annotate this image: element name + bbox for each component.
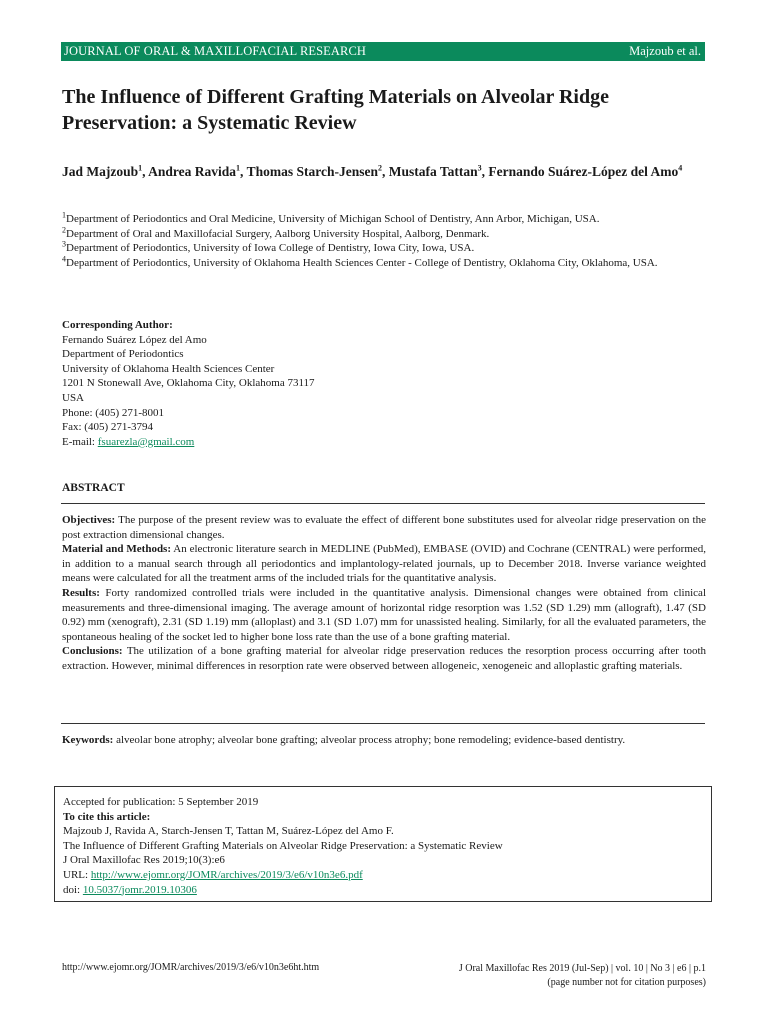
footer-issue: J Oral Maxillofac Res 2019 (Jul-Sep) | vol. 10 | No 3 | e6 | p.1 [458,963,706,974]
footer-note: (page number not for citation purposes) [547,976,706,988]
article-title: The Influence of Different Grafting Materials on Alveolar Ridge Preservation: a Systematic Review [62,86,609,134]
corresponding-fax: Fax: (405) 271-3794 [62,421,154,434]
cite-authors: Majzoub J, Ravida A, Starch-Jensen T, Tattan M, Suárez-López del Amo F. [63,825,394,838]
author-name: Jad Majzoub [62,164,139,179]
affiliation: $^2$Department of Oral and Maxillofacial Surgery, Aalborg University Hospital, Aalborg, Denmark. [62,224,490,240]
pdf-url-link[interactable]: http://www.ejomr.org/JOMR/archives/2019/3/e6/v10n3e6.pdf [90,868,363,881]
cite-url-line: URL: http://www.ejomr.org/JOMR/archives/2019/3/e6/v10n3e6.pdf [63,868,363,881]
abstract-heading: ABSTRACT [62,482,125,494]
corresponding-address: 1201 N Stonewall Ave, Oklahoma City, Oklahoma 73117 [62,377,315,390]
footer-citation [459,962,706,989]
affiliations [62,212,706,270]
abstract-methods: Material and Methods: An electronic literature search in MEDLINE (PubMed), EMBASE (OVID) and Cochrane (CENTRAL) were performed, in addition to a manual search through all periodontics and implantology-related journals, up to December 2018. Inverse variance weighted means were calculated for all the treatment arms of the included trials for the quantitative analysis. [62,543,707,585]
abstract-body [62,513,706,674]
abstract-conclusions: Conclusions: The utilization of a bone grafting material for alveolar ridge preservation reduces the resorption process occurring after tooth extraction. However, minimal differences in resorption rate were observed between allogeneic, xenogeneic and alloplastic grafting materials. [62,645,706,672]
cite-title: The Influence of Different Grafting Materials on Alveolar Ridge Preservation: a Systematic Review [63,839,503,852]
author-name: Andrea Ravida [148,164,237,179]
footer-url: http://www.ejomr.org/JOMR/archives/2019/3/e6/v10n3e6ht.htm [62,962,320,973]
keywords-label: Keywords: [62,734,114,746]
author-list: Jad Majzoub$^1$, Andrea Ravida$^1$, Thomas Starch-Jensen$^2$, Mustafa Tattan$^3$, Fernando Suárez-López del Amo$^4$ [62,163,683,179]
abstract-bottom-rule [61,723,705,724]
cite-journal-ref: J Oral Maxillofac Res 2019;10(3):e6 [63,854,225,867]
keywords [62,733,698,748]
affiliation: $^3$Department of Periodontics, University of Iowa College of Dentistry, Iowa City, Iowa, USA. [62,239,475,255]
affiliation: $^4$Department of Periodontics, University of Oklahoma Health Sciences Center - College of Dentistry, Oklahoma City, Oklahoma, USA. [62,254,658,269]
abstract-top-rule [61,503,705,504]
corresponding-author [62,318,462,449]
affiliation: $^1$Department of Periodontics and Oral Medicine, University of Michigan School of Dentistry, Ann Arbor, Michigan, USA. [62,210,600,225]
corresponding-phone: Phone: (405) 271-8001 [62,406,165,419]
abstract-results: Results: Forty randomized controlled trials were included in the quantitative analysis. Dimensional changes were obtained from clinical measurements and three-dimensional imaging. The average amount of horizontal ridge resorption was 1.52 (SD 1.29) mm (allograft), 1.47 (SD 0.92) mm (xenograft), 2.31 (SD 1.19) mm (alloplast) and 3.1 (SD 1.07) mm for unassisted healing. Similarly, for all the evaluated parameters, the spontaneous healing of the socket led to higher bone loss rate than the use of a bone grafting material. [62,586,706,643]
running-author: Majzoub et al. [629,44,701,58]
journal-name: JOURNAL OF ORAL & MAXILLOFACIAL RESEARCH [64,44,367,58]
author-name: Mustafa Tattan [388,164,478,179]
author-name: Thomas Starch-Jensen [246,164,378,179]
author-name: Fernando Suárez-López del Amo [488,164,679,179]
corresponding-institution: University of Oklahoma Health Sciences Center [62,362,275,375]
corresponding-country: USA [62,391,85,404]
corresponding-dept: Department of Periodontics [62,348,184,361]
corresponding-email-line: E-mail: fsuarezla@gmail.com [62,435,195,448]
corresponding-name: Fernando Suárez López del Amo [62,333,207,346]
keywords-text: alveolar bone atrophy; alveolar bone grafting; alveolar process atrophy; bone remodeling; evidence-based dentistry. [113,734,626,746]
citation-box [54,786,712,902]
doi-link[interactable]: 10.5037/jomr.2019.10306 [82,883,197,896]
corresponding-label: Corresponding Author: [62,319,173,331]
cite-doi-line: doi: 10.5037/jomr.2019.10306 [63,883,197,896]
cite-label: To cite this article: [63,810,151,823]
email-link[interactable]: fsuarezla@gmail.com [97,435,195,448]
journal-header-band [61,42,705,61]
abstract-objectives: Objectives: The purpose of the present review was to evaluate the effect of different bone substitutes used for alveolar ridge preservation on the post extraction dimensional changes. [62,514,706,541]
accepted-date: Accepted for publication: 5 September 2019 [63,796,259,808]
